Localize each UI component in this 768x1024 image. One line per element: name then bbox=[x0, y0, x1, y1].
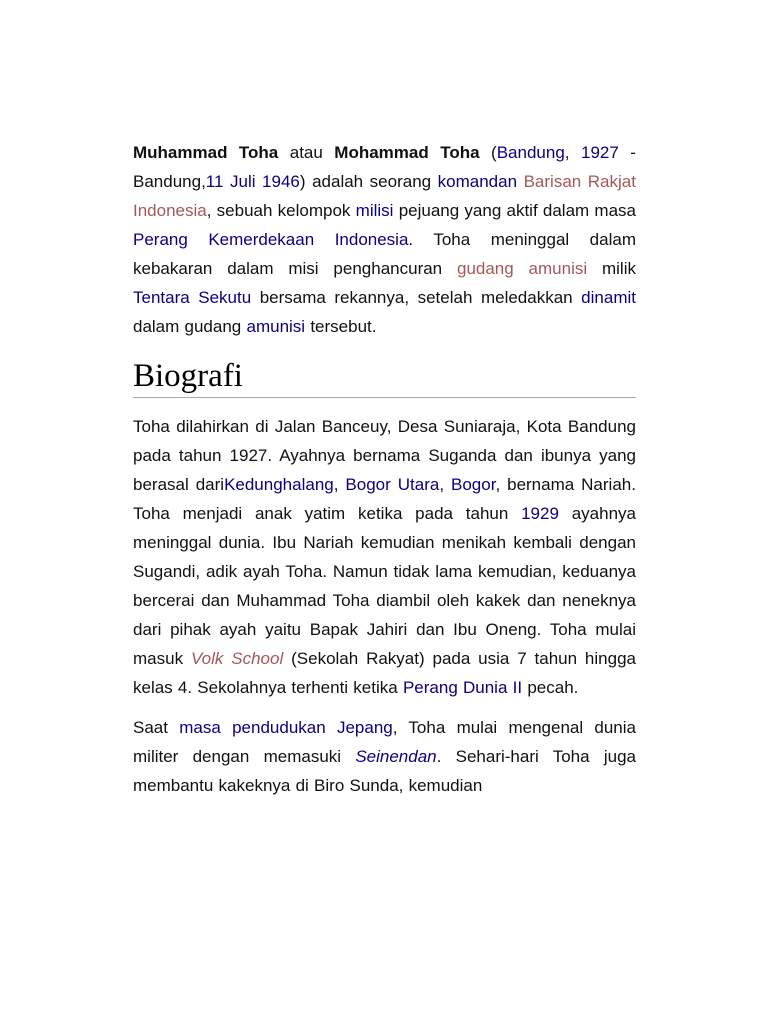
link-kedunghalang[interactable]: Kedunghalang bbox=[224, 475, 334, 494]
link-bogor[interactable]: Bogor bbox=[451, 475, 496, 494]
biography-paragraph-2 bbox=[133, 713, 636, 800]
link-bogor-utara[interactable]: Bogor Utara bbox=[345, 475, 440, 494]
text-pejuang: pejuang yang aktif dalam masa bbox=[398, 201, 636, 220]
section-heading-biografi bbox=[133, 357, 636, 398]
paren: ( bbox=[491, 143, 497, 162]
link-komandan[interactable]: komandan bbox=[437, 172, 518, 191]
text-militer: , Toha mulai mengenal dunia militer dengan memasuki bbox=[133, 718, 636, 766]
link-amunisi[interactable]: amunisi bbox=[246, 317, 306, 336]
article-body bbox=[133, 138, 636, 800]
section-title: Biografi bbox=[133, 358, 243, 394]
text-adalah: ) adalah seorang bbox=[299, 172, 432, 191]
link-barisan-rakjat-indonesia[interactable]: Barisan Rakjat Indonesia bbox=[133, 172, 636, 220]
seinendan-label: Seinendan bbox=[355, 747, 437, 766]
link-1927[interactable]: 1927 bbox=[580, 143, 619, 162]
volk-school-label: Volk School bbox=[190, 649, 284, 668]
comma: , bbox=[333, 475, 339, 494]
subject-alt-name: Mohammad Toha bbox=[334, 143, 480, 162]
link-perang-kemerdekaan[interactable]: Perang Kemerdekaan Indonesia bbox=[133, 230, 409, 249]
link-seinendan[interactable] bbox=[355, 747, 436, 766]
link-masa-pendudukan-jepang[interactable]: masa pendudukan Jepang bbox=[179, 718, 393, 737]
text-atau: atau bbox=[289, 143, 323, 162]
text-tersebut: tersebut. bbox=[310, 317, 377, 336]
link-tentara-sekutu[interactable]: Tentara Sekutu bbox=[133, 288, 252, 307]
link-perang-dunia-ii[interactable]: Perang Dunia II bbox=[402, 678, 523, 697]
comma: , bbox=[564, 143, 570, 162]
text-death-place: - Bandung, bbox=[133, 143, 636, 191]
link-gudang-amunisi[interactable]: gudang amunisi bbox=[456, 259, 588, 278]
link-1946[interactable]: 1946 bbox=[262, 172, 300, 191]
link-1929[interactable]: 1929 bbox=[521, 504, 559, 523]
link-11-juli[interactable]: 11 Juli bbox=[205, 172, 256, 191]
text-biro-sunda: . Sehari-hari Toha juga membantu kakeknya di Biro Sunda, kemudian bbox=[133, 747, 636, 795]
text-milik: milik bbox=[601, 259, 636, 278]
text-pecah: pecah. bbox=[527, 678, 579, 697]
text-toha-meninggal: . Toha meninggal dalam kebakaran dalam misi penghancuran bbox=[133, 230, 636, 278]
link-volk-school[interactable] bbox=[191, 649, 283, 668]
text-birth: Toha dilahirkan di Jalan Banceuy, Desa Suniaraja, Kota Bandung pada tahun 1927. Ayahnya bernama Suganda dan ibunya yang berasal dari bbox=[133, 417, 636, 494]
text-dalam-gudang: dalam gudang bbox=[133, 317, 242, 336]
link-milisi[interactable]: milisi bbox=[355, 201, 394, 220]
link-bandung[interactable]: Bandung bbox=[496, 143, 565, 162]
text-childhood: ayahnya meninggal dunia. Ibu Nariah kemudian menikah kembali dengan Sugandi, adik ayah Toha. Namun tidak lama kemudian, keduanya bercerai dan Muhammad Toha diambil oleh kakek dan neneknya dari pihak ayah yaitu Bapak Jahiri dan Ibu Oneng. Toha mulai masuk bbox=[133, 504, 636, 668]
text-nariah: , bernama Nariah. Toha menjadi anak yatim ketika pada tahun bbox=[133, 475, 636, 523]
subject-name: Muhammad Toha bbox=[133, 143, 279, 162]
intro-paragraph bbox=[133, 138, 636, 341]
link-dinamit[interactable]: dinamit bbox=[581, 288, 636, 307]
biography-paragraph-1 bbox=[133, 412, 636, 702]
text-bersama: bersama rekannya, setelah meledakkan bbox=[259, 288, 573, 307]
text-sebuah: , sebuah kelompok bbox=[206, 201, 351, 220]
text-saat: Saat bbox=[133, 718, 168, 737]
text-school: (Sekolah Rakyat) pada usia 7 tahun hingga kelas 4. Sekolahnya terhenti ketika bbox=[133, 649, 636, 697]
comma: , bbox=[439, 475, 445, 494]
